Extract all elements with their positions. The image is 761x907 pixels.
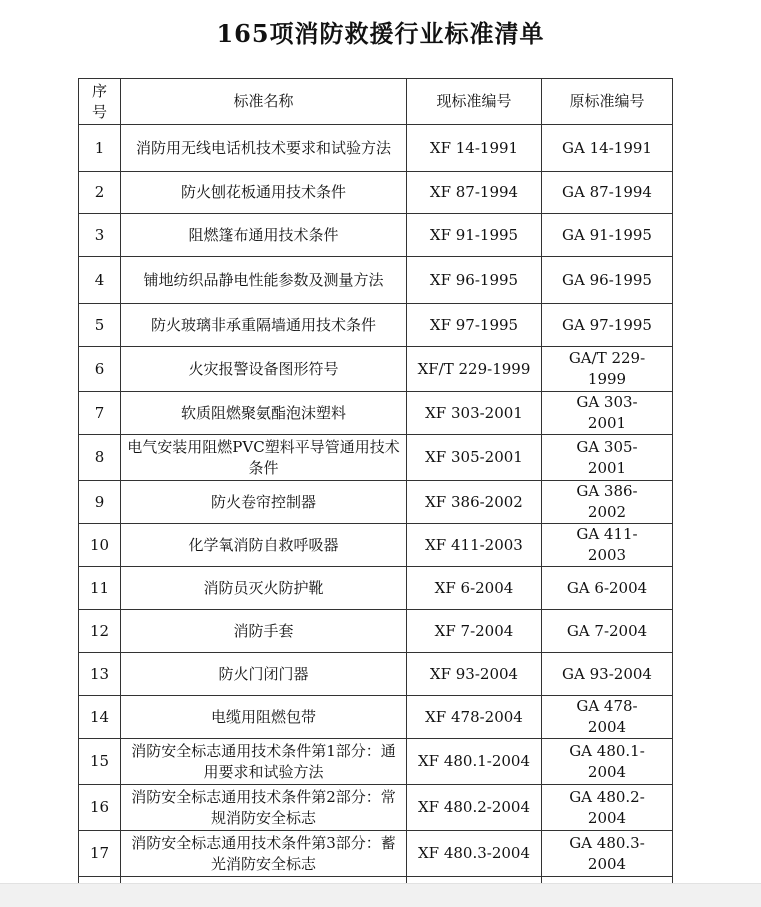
cell-original-code: GA 303-2001 [542, 392, 673, 435]
table-header-row [79, 79, 673, 125]
cell-current-code: XF 386-2002 [407, 481, 542, 524]
cell-current-code: XF 6-2004 [407, 567, 542, 610]
cell-serial: 17 [79, 831, 121, 877]
table-row [79, 653, 673, 696]
table-row [79, 481, 673, 524]
cell-original-code: GA 411-2003 [542, 524, 673, 567]
cell-original-code: GA 96-1995 [542, 257, 673, 304]
cell-current-code: XF 91-1995 [407, 214, 542, 257]
cell-serial: 15 [79, 739, 121, 785]
table-row [79, 125, 673, 172]
cell-original-code: GA 97-1995 [542, 304, 673, 347]
cell-standard-name: 防火门闭门器 [121, 653, 407, 696]
cell-current-code: XF 303-2001 [407, 392, 542, 435]
cell-original-code: GA 480.1-2004 [542, 739, 673, 785]
cell-standard-name: 防火卷帘控制器 [121, 481, 407, 524]
cell-standard-name: 软质阻燃聚氨酯泡沫塑料 [121, 392, 407, 435]
cell-standard-name: 消防员灭火防护靴 [121, 567, 407, 610]
table-row [79, 739, 673, 785]
cell-current-code: XF/T 229-1999 [407, 347, 542, 392]
cell-current-code: XF 93-2004 [407, 653, 542, 696]
table-row [79, 257, 673, 304]
cell-standard-name: 化学氧消防自救呼吸器 [121, 524, 407, 567]
cell-original-code: GA 93-2004 [542, 653, 673, 696]
header-serial: 序号 [79, 79, 121, 125]
standards-table [78, 78, 673, 907]
cell-original-code: GA 91-1995 [542, 214, 673, 257]
table-row [79, 435, 673, 481]
cell-current-code: XF 96-1995 [407, 257, 542, 304]
table-row [79, 172, 673, 214]
cell-serial: 14 [79, 696, 121, 739]
cell-original-code: GA 480.3-2004 [542, 831, 673, 877]
header-standard-name: 标准名称 [121, 79, 407, 125]
table-row [79, 785, 673, 831]
cell-original-code: GA 386-2002 [542, 481, 673, 524]
table-row [79, 831, 673, 877]
bottom-scroll-bar [0, 883, 761, 907]
cell-current-code: XF 97-1995 [407, 304, 542, 347]
cell-original-code: GA 305-2001 [542, 435, 673, 481]
cell-serial: 9 [79, 481, 121, 524]
cell-standard-name: 消防安全标志通用技术条件第3部分：蓄光消防安全标志 [121, 831, 407, 877]
cell-serial: 4 [79, 257, 121, 304]
cell-standard-name: 消防手套 [121, 610, 407, 653]
cell-standard-name: 消防用无线电话机技术要求和试验方法 [121, 125, 407, 172]
table-row [79, 696, 673, 739]
cell-standard-name: 电气安装用阻燃PVC塑料平导管通用技术条件 [121, 435, 407, 481]
cell-original-code: GA 480.2-2004 [542, 785, 673, 831]
cell-serial: 3 [79, 214, 121, 257]
table-row [79, 524, 673, 567]
cell-serial: 16 [79, 785, 121, 831]
cell-original-code: GA 6-2004 [542, 567, 673, 610]
cell-original-code: GA 478-2004 [542, 696, 673, 739]
cell-serial: 7 [79, 392, 121, 435]
cell-serial: 1 [79, 125, 121, 172]
cell-standard-name: 防火玻璃非承重隔墙通用技术条件 [121, 304, 407, 347]
cell-standard-name: 防火刨花板通用技术条件 [121, 172, 407, 214]
header-original-code: 原标准编号 [542, 79, 673, 125]
cell-serial: 13 [79, 653, 121, 696]
table-row [79, 392, 673, 435]
cell-standard-name: 电缆用阻燃包带 [121, 696, 407, 739]
cell-current-code: XF 87-1994 [407, 172, 542, 214]
table-row [79, 567, 673, 610]
cell-current-code: XF 480.2-2004 [407, 785, 542, 831]
cell-serial: 6 [79, 347, 121, 392]
cell-current-code: XF 14-1991 [407, 125, 542, 172]
table-row [79, 214, 673, 257]
table-row [79, 610, 673, 653]
table-row [79, 304, 673, 347]
cell-standard-name: 铺地纺织品静电性能参数及测量方法 [121, 257, 407, 304]
cell-current-code: XF 480.3-2004 [407, 831, 542, 877]
cell-serial: 10 [79, 524, 121, 567]
cell-current-code: XF 7-2004 [407, 610, 542, 653]
cell-serial: 8 [79, 435, 121, 481]
page-title: 165项消防救援行业标准清单 [216, 19, 545, 48]
cell-original-code: GA 14-1991 [542, 125, 673, 172]
cell-original-code: GA 7-2004 [542, 610, 673, 653]
cell-standard-name: 消防安全标志通用技术条件第2部分：常规消防安全标志 [121, 785, 407, 831]
standards-table-container [78, 78, 672, 883]
cell-original-code: GA/T 229-1999 [542, 347, 673, 392]
cell-current-code: XF 478-2004 [407, 696, 542, 739]
cell-serial: 11 [79, 567, 121, 610]
cell-standard-name: 消防安全标志通用技术条件第1部分：通用要求和试验方法 [121, 739, 407, 785]
cell-current-code: XF 305-2001 [407, 435, 542, 481]
cell-original-code: GA 87-1994 [542, 172, 673, 214]
cell-serial: 12 [79, 610, 121, 653]
cell-serial: 2 [79, 172, 121, 214]
header-current-code: 现标准编号 [407, 79, 542, 125]
cell-standard-name: 阻燃篷布通用技术条件 [121, 214, 407, 257]
table-row [79, 347, 673, 392]
cell-current-code: XF 480.1-2004 [407, 739, 542, 785]
cell-standard-name: 火灾报警设备图形符号 [121, 347, 407, 392]
cell-serial: 5 [79, 304, 121, 347]
cell-current-code: XF 411-2003 [407, 524, 542, 567]
